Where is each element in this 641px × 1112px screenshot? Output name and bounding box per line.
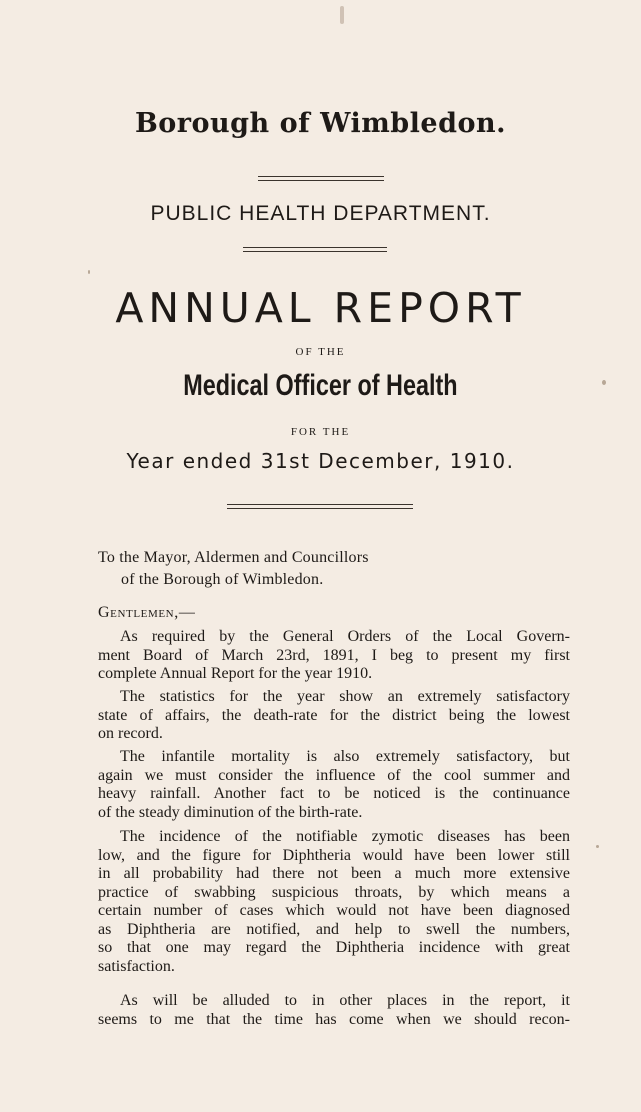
salutation: Gentlemen,— xyxy=(98,604,196,621)
text-line: practice of swabbing suspicious throats, by which means a xyxy=(98,883,570,901)
paragraph-3 xyxy=(98,748,570,822)
text-line: certain number of cases which would not have been diagnosed xyxy=(98,902,570,919)
text-line: The statistics for the year show an extremely satisfactory xyxy=(120,688,570,705)
text-line: complete Annual Report for the year 1910. xyxy=(98,665,373,682)
text-line: As required by the General Orders of the Local Govern- xyxy=(120,628,570,645)
officer-title: Medical Officer of Health xyxy=(183,369,458,402)
of-the-label: OF THE xyxy=(295,346,346,358)
address-line-1: To the Mayor, Aldermen and Councillors xyxy=(98,549,369,566)
divider-rule xyxy=(227,504,413,505)
divider-rule xyxy=(227,508,413,509)
text-line: as Diphtheria are notified, and help to swell the numbers, xyxy=(98,920,570,938)
report-title: ANNUAL REPORT xyxy=(115,284,526,332)
paragraph-2 xyxy=(98,688,570,744)
paragraph-1 xyxy=(98,628,570,684)
borough-heading: Borough of Wimbledon. xyxy=(134,108,507,139)
text-line: The infantile mortality is also extremely satisfactory, but xyxy=(120,748,570,765)
divider-rule xyxy=(258,180,384,181)
text-line: seems to me that the time has come when we should recon- xyxy=(98,1010,570,1028)
divider-rule xyxy=(243,251,387,252)
year-line: Year ended 31st December, 1910. xyxy=(126,449,515,473)
divider-rule xyxy=(243,247,387,248)
text-line: low, and the figure for Diphtheria would have been lower still xyxy=(98,846,570,864)
text-line: ment Board of March 23rd, 1891, I beg to present my first xyxy=(98,646,570,664)
paper-speck xyxy=(596,845,599,848)
paragraph-4 xyxy=(98,828,570,976)
text-line: state of affairs, the death-rate for the district being the lowest xyxy=(98,706,570,724)
text-line: again we must consider the influence of the cool summer and xyxy=(98,766,570,784)
paper-speck xyxy=(602,380,606,385)
divider-rule xyxy=(258,176,384,177)
text-line: so that one may regard the Diphtheria incidence with great xyxy=(98,939,570,956)
text-line: The incidence of the notifiable zymotic diseases has been xyxy=(120,828,570,845)
text-line: on record. xyxy=(98,725,163,742)
for-the-label: FOR THE xyxy=(290,426,351,438)
department-heading: PUBLIC HEALTH DEPARTMENT. xyxy=(150,202,491,225)
text-line: heavy rainfall. Another fact to be noticed is the continuance xyxy=(98,785,570,802)
text-line: As will be alluded to in other places in the report, it xyxy=(120,992,570,1009)
paper-speck xyxy=(340,6,344,24)
text-line: satisfaction. xyxy=(98,957,175,975)
text-line: of the steady diminution of the birth-rate. xyxy=(98,803,363,821)
text-line: in all probability had there not been a much more extensive xyxy=(98,865,570,882)
address-line-2: of the Borough of Wimbledon. xyxy=(121,571,324,588)
paragraph-5 xyxy=(98,992,570,1029)
paper-speck xyxy=(88,270,90,274)
